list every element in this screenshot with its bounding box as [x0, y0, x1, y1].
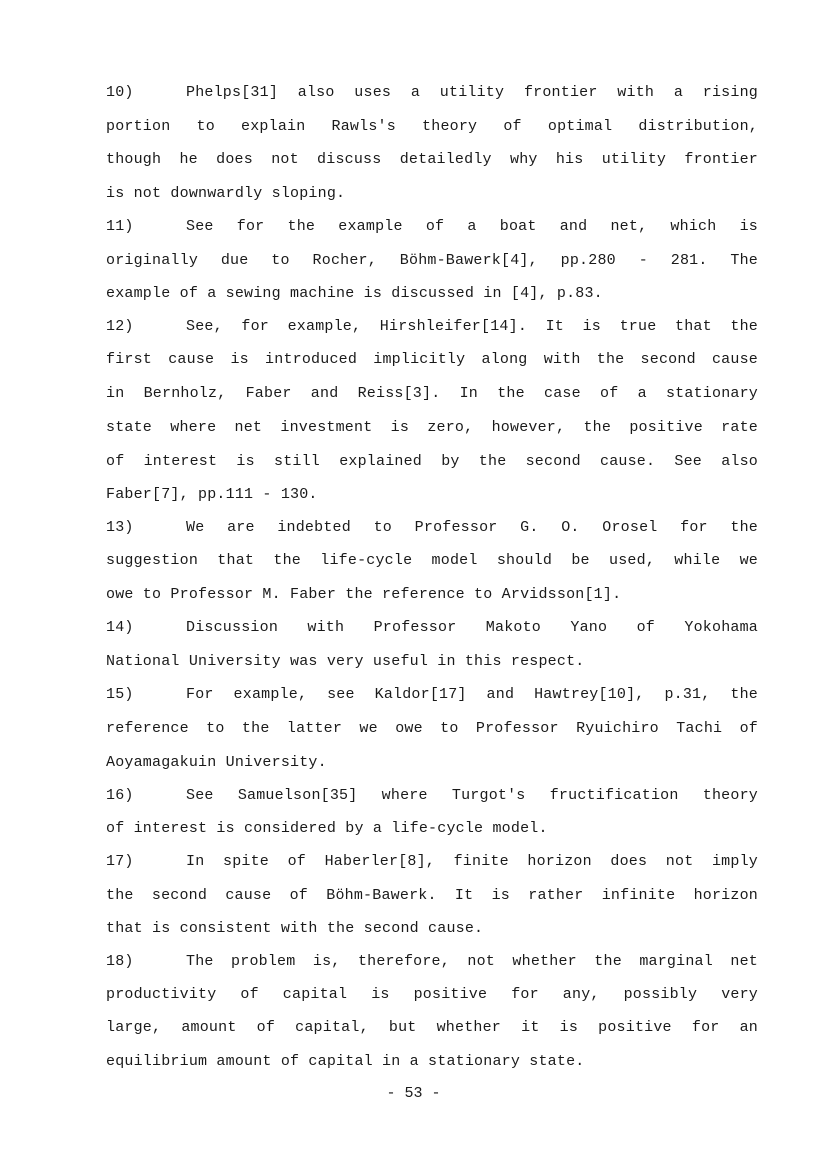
note-14-line-1: 14) Discussion with Professor Makoto Yano of Yokohama	[106, 616, 758, 640]
note-15-line-3: Aoyamagakuin University.	[106, 754, 327, 771]
note-11-number: 11)	[106, 218, 134, 235]
note-10-line-2: portion to explain Rawls's theory of optimal distribution,	[106, 118, 758, 135]
note-11-line-2: originally due to Rocher, Böhm-Bawerk[4], pp.280 - 281. The	[106, 252, 758, 269]
note-14-number: 14)	[106, 619, 134, 636]
note-13-line-2: suggestion that the life-cycle model should be used, while we	[106, 552, 758, 569]
note-12-line-1: 12) See, for example, Hirshleifer[14]. It is true that the	[106, 315, 758, 339]
note-15-line-1: 15) For example, see Kaldor[17] and Hawtrey[10], p.31, the	[106, 683, 758, 707]
note-18-line-3: large, amount of capital, but whether it is positive for an	[106, 1019, 758, 1036]
note-13-line-3: owe to Professor M. Faber the reference to Arvidsson[1].	[106, 586, 622, 603]
note-17-line-1: 17) In spite of Haberler[8], finite horizon does not imply	[106, 850, 758, 874]
note-16-line-2: of interest is considered by a life-cycle model.	[106, 820, 548, 837]
note-18-line-4: equilibrium amount of capital in a stationary state.	[106, 1053, 585, 1070]
note-11-line-1: 11) See for the example of a boat and net, which is	[106, 215, 758, 239]
note-12-line-5: of interest is still explained by the second cause. See also	[106, 453, 758, 470]
note-17-number: 17)	[106, 853, 134, 870]
note-12-line-6: Faber[7], pp.111 - 130.	[106, 486, 318, 503]
note-15-number: 15)	[106, 686, 134, 703]
note-16-line-1: 16) See Samuelson[35] where Turgot's fructification theory	[106, 784, 758, 808]
note-12-line-4: state where net investment is zero, however, the positive rate	[106, 419, 758, 436]
note-12-line-2: first cause is introduced implicitly along with the second cause	[106, 351, 758, 368]
note-13-number: 13)	[106, 519, 134, 536]
note-10-line-1: 10) Phelps[31] also uses a utility frontier with a rising	[106, 81, 758, 105]
note-15-line-2: reference to the latter we owe to Professor Ryuichiro Tachi of	[106, 720, 758, 737]
note-18-line-2: productivity of capital is positive for any, possibly very	[106, 986, 758, 1003]
note-18-line-1: 18) The problem is, therefore, not whether the marginal net	[106, 950, 758, 974]
note-10-line-4: is not downwardly sloping.	[106, 185, 346, 202]
note-12-line-3: in Bernholz, Faber and Reiss[3]. In the case of a stationary	[106, 385, 758, 402]
note-17-line-2: the second cause of Böhm-Bawerk. It is rather infinite horizon	[106, 887, 758, 904]
note-16-number: 16)	[106, 787, 134, 804]
page-number: - 53 -	[386, 1085, 441, 1102]
note-10-line-3: though he does not discuss detailedly why his utility frontier	[106, 151, 758, 168]
note-18-number: 18)	[106, 953, 134, 970]
note-13-line-1: 13) We are indebted to Professor G. O. Orosel for the	[106, 516, 758, 540]
note-14-line-2: National University was very useful in this respect.	[106, 653, 585, 670]
note-11-line-3: example of a sewing machine is discussed in [4], p.83.	[106, 285, 603, 302]
note-10-number: 10)	[106, 84, 134, 101]
note-17-line-3: that is consistent with the second cause.	[106, 920, 484, 937]
note-12-number: 12)	[106, 318, 134, 335]
